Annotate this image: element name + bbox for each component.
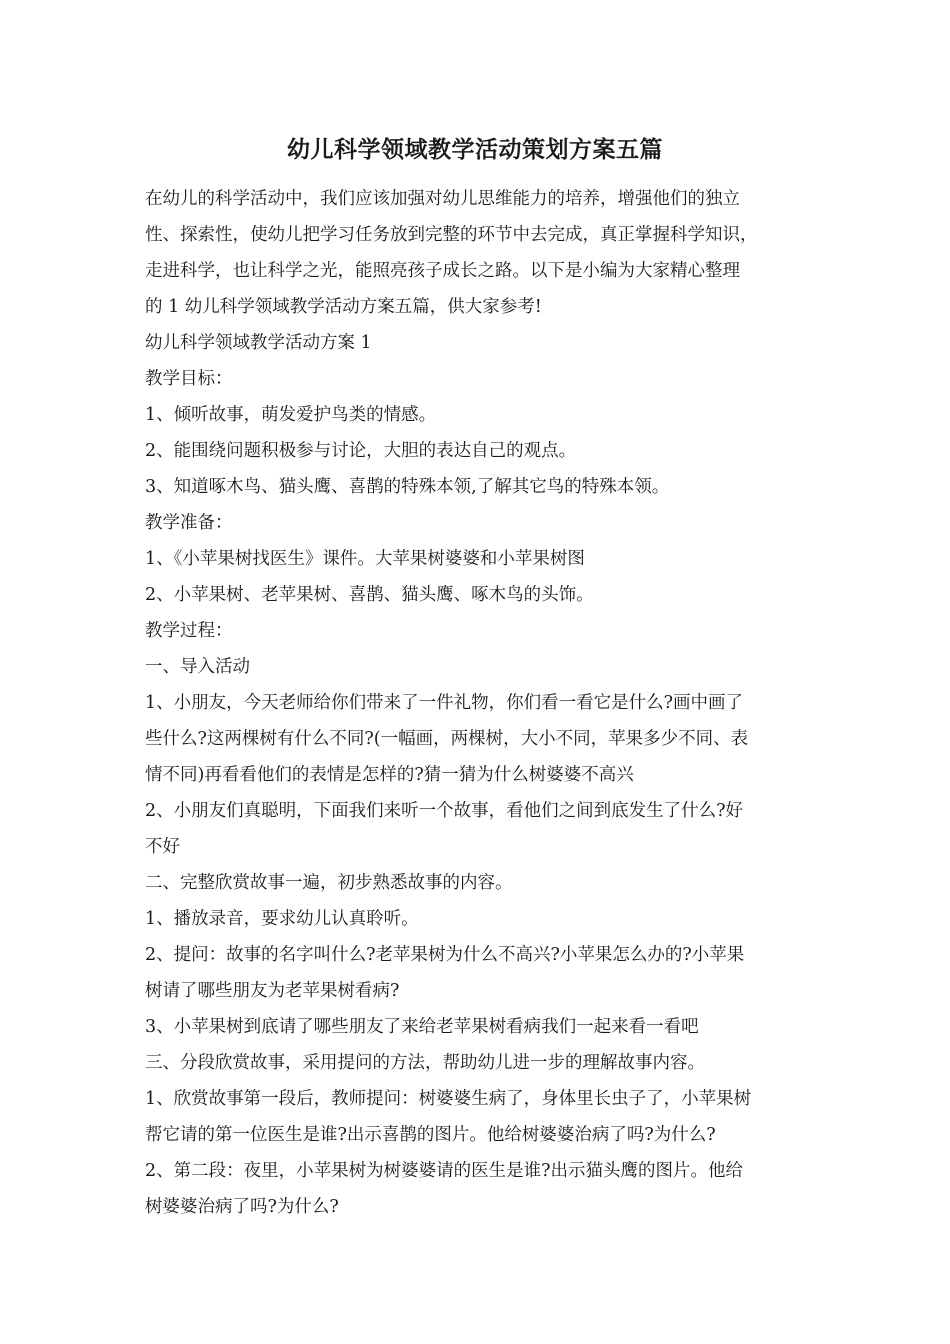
body-line: 1、欣赏故事第一段后，教师提问：树婆婆生病了，身体里长虫子了，小苹果树: [145, 1089, 752, 1109]
body-line: 情不同)再看看他们的表情是怎样的?猜一猜为什么树婆婆不高兴: [145, 765, 634, 785]
document-title: 幼儿科学领域教学活动策划方案五篇: [287, 136, 663, 163]
step-heading: 一、导入活动: [145, 657, 250, 677]
subheading: 教学准备：: [145, 513, 233, 533]
body-line: 帮它请的第一位医生是谁?出示喜鹊的图片。他给树婆婆治病了吗?为什么?: [145, 1125, 716, 1145]
step-heading: 二、完整欣赏故事一遍，初步熟悉故事的内容。: [145, 873, 513, 893]
body-line: 走进科学，也让科学之光，能照亮孩子成长之路。以下是小编为大家精心整理: [145, 261, 740, 281]
body-line: 性、探索性，使幼儿把学习任务放到完整的环节中去完成，真正掌握科学知识，: [145, 225, 758, 245]
list-item: 3、小苹果树到底请了哪些朋友了来给老苹果树看病我们一起来看一看吧: [145, 1017, 699, 1037]
body-line: 1、小朋友，今天老师给你们带来了一件礼物，你们看一看它是什么?画中画了: [145, 693, 744, 713]
list-item: 2、小苹果树、老苹果树、喜鹊、猫头鹰、啄木鸟的头饰。: [145, 585, 594, 605]
list-item: 3、知道啄木鸟、猫头鹰、喜鹊的特殊本领,了解其它鸟的特殊本领。: [145, 477, 670, 497]
body-line: 在幼儿的科学活动中，我们应该加强对幼儿思维能力的培养，增强他们的独立: [145, 189, 740, 209]
list-item: 1、倾听故事，萌发爱护鸟类的情感。: [145, 405, 437, 425]
subheading: 教学过程：: [145, 621, 233, 641]
list-item: 2、能围绕问题积极参与讨论，大胆的表达自己的观点。: [145, 441, 577, 461]
section-heading: 幼儿科学领域教学活动方案 1: [145, 333, 372, 353]
body-line: 些什么?这两棵树有什么不同?(一幅画，两棵树，大小不同，苹果多少不同、表: [145, 729, 749, 749]
body-line: 不好: [145, 837, 180, 857]
list-item: 1、播放录音，要求幼儿认真聆听。: [145, 909, 419, 929]
body-line: 树请了哪些朋友为老苹果树看病?: [145, 981, 400, 1001]
body-line: 树婆婆治病了吗?为什么?: [145, 1197, 339, 1217]
body-line: 2、第二段：夜里，小苹果树为树婆婆请的医生是谁?出示猫头鹰的图片。他给: [145, 1161, 744, 1181]
step-heading: 三、分段欣赏故事，采用提问的方法，帮助幼儿进一步的理解故事内容。: [145, 1053, 705, 1073]
body-line: 2、提问：故事的名字叫什么?老苹果树为什么不高兴?小苹果怎么办的?小苹果: [145, 945, 745, 965]
list-item: 1、《小苹果树找医生》课件。大苹果树婆婆和小苹果树图: [145, 549, 585, 569]
body-line: 2、小朋友们真聪明，下面我们来听一个故事，看他们之间到底发生了什么?好: [145, 801, 744, 821]
body-line: 的 1 幼儿科学领域教学活动方案五篇，供大家参考!: [145, 297, 542, 317]
subheading: 教学目标：: [145, 369, 233, 389]
